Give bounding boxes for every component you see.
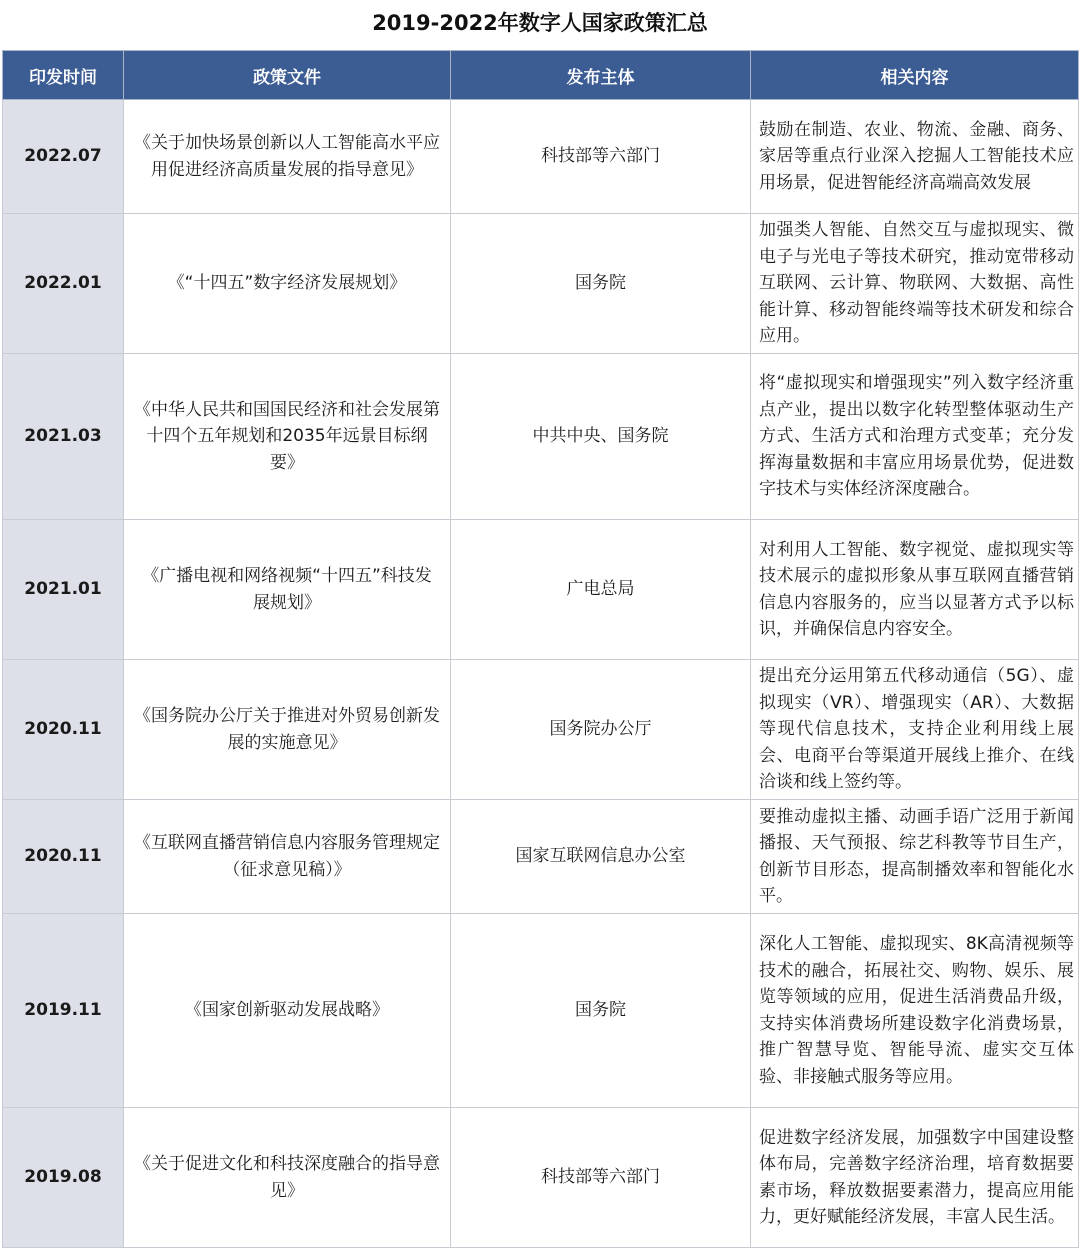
table-row — [3, 520, 1079, 660]
table-row — [3, 800, 1079, 914]
issuer-cell: 国务院办公厅 — [451, 660, 751, 800]
issuer-cell: 科技部等六部门 — [451, 1108, 751, 1248]
date-cell: 2021.01 — [3, 520, 124, 660]
table-row — [3, 354, 1079, 520]
table-row — [3, 1108, 1079, 1248]
document-cell: 《关于加快场景创新以人工智能高水平应用促进经济高质量发展的指导意见》 — [124, 100, 451, 214]
table-row — [3, 660, 1079, 800]
content-cell: 深化人工智能、虚拟现实、8K高清视频等技术的融合，拓展社交、购物、娱乐、展览等领域的应用，促进生活消费品升级，支持实体消费场所建设数字化消费场景，推广智慧导览、智能导流、虚实交互体验、非接触式服务等应用。 — [751, 914, 1079, 1108]
content-cell: 对利用人工智能、数字视觉、虚拟现实等技术展示的虚拟形象从事互联网直播营销信息内容服务的，应当以显著方式予以标识，并确保信息内容安全。 — [751, 520, 1079, 660]
table-row — [3, 214, 1079, 354]
content-cell: 加强类人智能、自然交互与虚拟现实、微电子与光电子等技术研究，推动宽带移动互联网、云计算、物联网、大数据、高性能计算、移动智能终端等技术研发和综合应用。 — [751, 214, 1079, 354]
date-cell: 2020.11 — [3, 660, 124, 800]
header-issuer: 发布主体 — [451, 51, 751, 100]
document-cell: 《互联网直播营销信息内容服务管理规定（征求意见稿）》 — [124, 800, 451, 914]
policy-table — [2, 50, 1079, 1248]
header-date: 印发时间 — [3, 51, 124, 100]
content-cell: 提出充分运用第五代移动通信（5G）、虚拟现实（VR）、增强现实（AR）、大数据等现代信息技术，支持企业利用线上展会、电商平台等渠道开展线上推介、在线洽谈和线上签约等。 — [751, 660, 1079, 800]
document-cell: 《国务院办公厅关于推进对外贸易创新发展的实施意见》 — [124, 660, 451, 800]
document-cell: 《中华人民共和国国民经济和社会发展第十四个五年规划和2035年远景目标纲要》 — [124, 354, 451, 520]
document-cell: 《“十四五”数字经济发展规划》 — [124, 214, 451, 354]
header-content: 相关内容 — [751, 51, 1079, 100]
document-cell: 《广播电视和网络视频“十四五”科技发展规划》 — [124, 520, 451, 660]
date-cell: 2019.11 — [3, 914, 124, 1108]
table-row — [3, 100, 1079, 214]
date-cell: 2020.11 — [3, 800, 124, 914]
issuer-cell: 中共中央、国务院 — [451, 354, 751, 520]
date-cell: 2019.08 — [3, 1108, 124, 1248]
issuer-cell: 国务院 — [451, 214, 751, 354]
issuer-cell: 科技部等六部门 — [451, 100, 751, 214]
content-cell: 将“虚拟现实和增强现实”列入数字经济重点产业，提出以数字化转型整体驱动生产方式、生活方式和治理方式变革；充分发挥海量数据和丰富应用场景优势，促进数字技术与实体经济深度融合。 — [751, 354, 1079, 520]
document-cell: 《国家创新驱动发展战略》 — [124, 914, 451, 1108]
page-title: 2019-2022年数字人国家政策汇总 — [372, 11, 708, 35]
content-cell: 鼓励在制造、农业、物流、金融、商务、家居等重点行业深入挖掘人工智能技术应用场景，促进智能经济高端高效发展 — [751, 100, 1079, 214]
document-cell: 《关于促进文化和科技深度融合的指导意见》 — [124, 1108, 451, 1248]
content-cell: 促进数字经济发展，加强数字中国建设整体布局，完善数字经济治理，培育数据要素市场，释放数据要素潜力，提高应用能力，更好赋能经济发展，丰富人民生活。 — [751, 1108, 1079, 1248]
issuer-cell: 广电总局 — [451, 520, 751, 660]
table-header-row — [3, 51, 1079, 100]
date-cell: 2021.03 — [3, 354, 124, 520]
content-cell: 要推动虚拟主播、动画手语广泛用于新闻播报、天气预报、综艺科教等节目生产，创新节目形态，提高制播效率和智能化水平。 — [751, 800, 1079, 914]
issuer-cell: 国家互联网信息办公室 — [451, 800, 751, 914]
issuer-cell: 国务院 — [451, 914, 751, 1108]
header-document: 政策文件 — [124, 51, 451, 100]
date-cell: 2022.07 — [3, 100, 124, 214]
date-cell: 2022.01 — [3, 214, 124, 354]
table-row — [3, 914, 1079, 1108]
